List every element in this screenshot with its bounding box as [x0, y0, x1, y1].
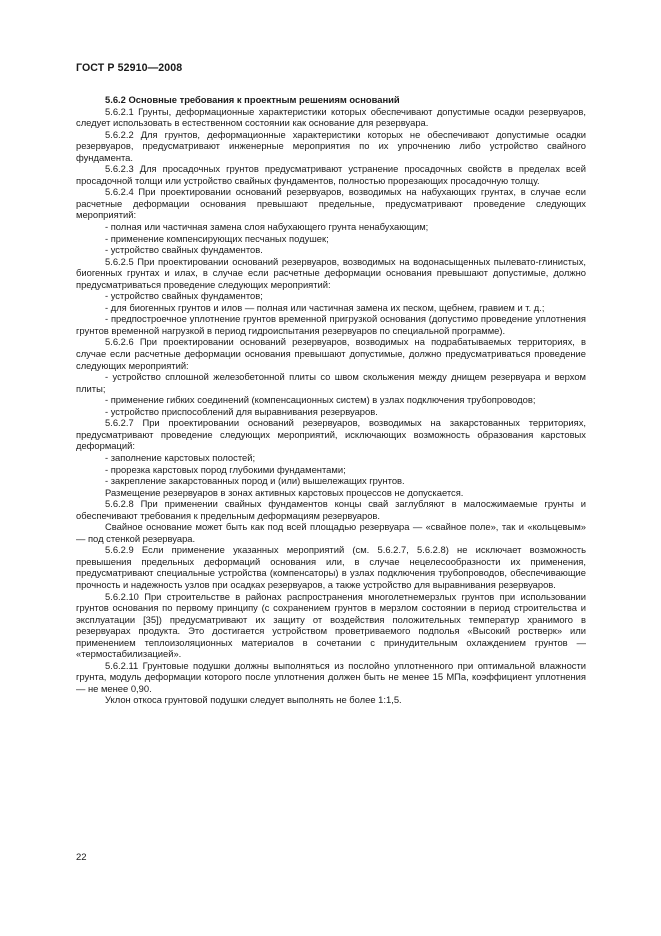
paragraph: 5.6.2.9 Если применение указанных мероприятий (см. 5.6.2.7, 5.6.2.8) не исключает возможность превышения предельных деформаций основания или, в случае нецелесообразности их применения, предусматривают специальные устройства (компенсаторы) в узлах подключения трубопроводов, обеспечивающие прочность и надежность узлов при осадках резервуаров, а также устройство для выравнивания резервуаров.: [76, 544, 586, 590]
list-item: - применение компенсирующих песчаных подушек;: [105, 232, 329, 244]
paragraph: 5.6.2.6 При проектировании оснований резервуаров, возводимых на подрабатываемых территориях, в случае если расчетные деформации основания превышают допустимые, должно предусматриваться проведение следующих мероприятий:: [76, 336, 586, 371]
list-item: - применение гибких соединений (компенсационных систем) в узлах подключения трубопроводов;: [105, 394, 536, 406]
list-item: - закрепление закарстованных пород и (или) вышележащих грунтов.: [105, 475, 405, 487]
paragraph: 5.6.2.2 Для грунтов, деформационные характеристики которых не обеспечивают допустимые осадки резервуаров, предусматривают инженерные мероприятия по их упрочнению либо устройство свайного фундамента.: [76, 128, 586, 163]
list-item: - полная или частичная замена слоя набухающего грунта ненабухающим;: [105, 221, 429, 233]
paragraph: 5.6.2.1 Грунты, деформационные характеристики которых обеспечивают допустимые осадки резервуаров, следует использовать в естественном состоянии как основание для резервуара.: [76, 105, 586, 129]
paragraph: 5.6.2.3 Для просадочных грунтов предусматривают устранение просадочных свойств в пределах всей просадочной толщи или устройство свайных фундаментов, полностью прорезающих просадочную толщу.: [76, 163, 586, 186]
list-item: - устройство свайных фундаментов.: [105, 244, 263, 256]
paragraph: 5.6.2.10 При строительстве в районах распространения многолетнемерзлых грунтов при использовании грунтов основания по первому принципу (с сохранением грунтов в мерзлом состоянии в период строительства и эксплуатации [35]) предусматривают их защиту от воздействия положительных температур хранимого в резервуарах продукта. Это достигается устройством проветриваемого подполья «Высокий ростверк» или применением теплоизоляционных материалов в сочетании с принудительным охлаждением грунтов — «термостабилизацией».: [76, 590, 586, 660]
document-header: ГОСТ Р 52910—2008: [76, 62, 183, 74]
paragraph: 5.6.2.4 При проектировании оснований резервуаров, возводимых на набухающих грунтах, в случае если расчетные деформации основания превышают предельные, предусматривают проведение следующих мероприятий:: [76, 186, 586, 221]
page-number: 22: [76, 852, 87, 863]
list-item: - заполнение карстовых полостей;: [105, 451, 256, 463]
paragraph: Размещение резервуаров в зонах активных карстовых процессов не допускается.: [105, 486, 464, 498]
list-item: - устройство свайных фундаментов;: [105, 290, 263, 302]
paragraph: 5.6.2.7 При проектировании оснований резервуаров, возводимых на закарстованных территориях, предусматривают проведение следующих мероприятий, исключающих возможность образования карстовых деформаций:: [76, 417, 586, 452]
paragraph: 5.6.2.8 При применении свайных фундаментов концы свай заглубляют в малосжимаемые грунты и обеспечивают требования к предельным деформациям резервуаров.: [76, 498, 586, 521]
paragraph: 5.6.2.11 Грунтовые подушки должны выполняться из послойно уплотненного при оптимальной влажности грунта, модуль деформации которого после уплотнения должен быть не менее 15 МПа, коэффициент уплотнения — не менее 0,90.: [76, 659, 586, 694]
paragraph: Уклон откоса грунтовой подушки следует выполнять не более 1:1,5.: [105, 694, 402, 706]
section-title: 5.6.2 Основные требования к проектным решениям оснований: [105, 94, 400, 105]
list-item: - предпостроечное уплотнение грунтов временной пригрузкой основания (допустимо проведение уплотнения грунтов временной нагрузкой в период гидроиспытания резервуаров по специальной программе).: [76, 313, 586, 336]
list-item: - прорезка карстовых пород глубокими фундаментами;: [105, 463, 346, 475]
list-item: - для биогенных грунтов и илов — полная или частичная замена их песком, щебнем, гравием и т. д.;: [105, 301, 545, 313]
document-body: [76, 94, 586, 706]
paragraph: Свайное основание может быть как под всей площадью резервуара — «свайное поле», так и «кольцевым» — под стенкой резервуара.: [76, 521, 586, 544]
list-item: - устройство сплошной железобетонной плиты со швом скольжения между днищем резервуара и верхом плиты;: [76, 371, 586, 394]
list-item: - устройство приспособлений для выравнивания резервуаров.: [105, 405, 378, 417]
paragraph: 5.6.2.5 При проектировании оснований резервуаров, возводимых на водонасыщенных пылевато-глинистых, биогенных грунтах и илах, в случае если расчетные деформации основания превышают допустимые, должно предусматриваться проведение следующих мероприятий:: [76, 255, 586, 290]
